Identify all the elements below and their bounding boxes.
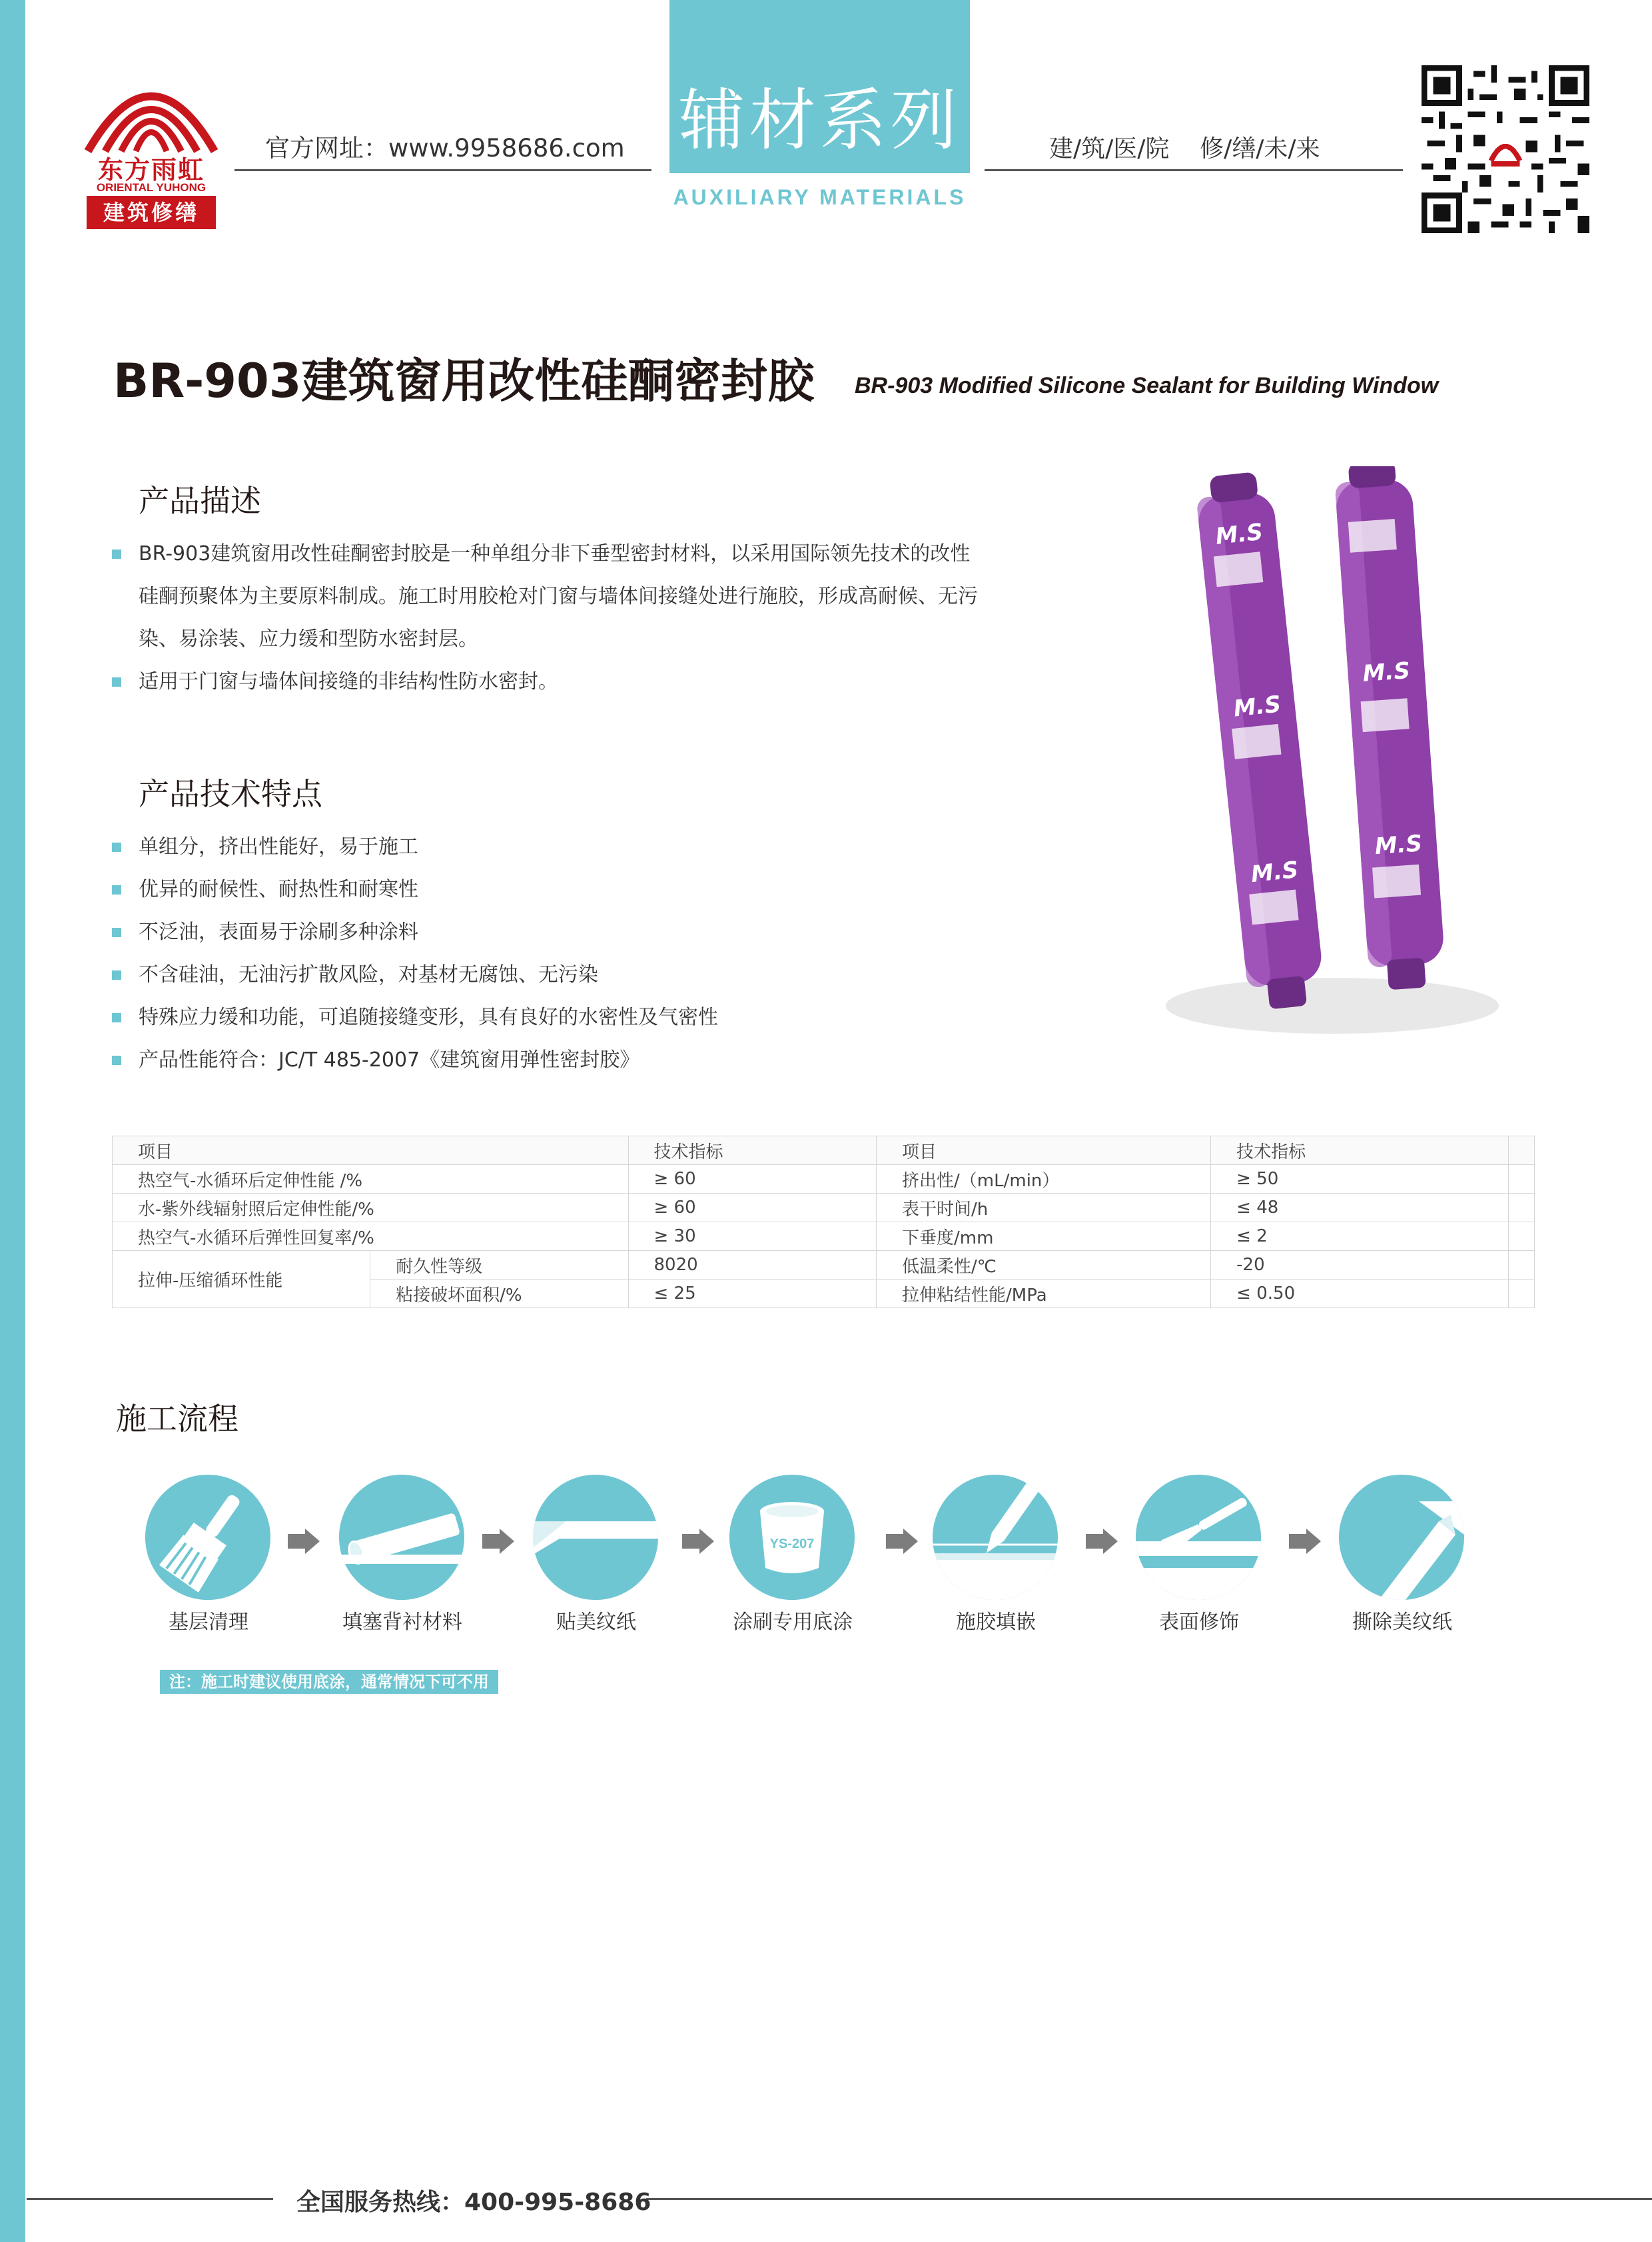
arrow-right-icon xyxy=(1086,1529,1118,1554)
description-text: 适用于门窗与墙体间接缝的非结构性防水密封。 xyxy=(139,670,558,693)
svg-text:M.S: M.S xyxy=(1232,691,1282,723)
brand-logo xyxy=(80,61,222,233)
process-step xyxy=(339,1475,466,1634)
process-step xyxy=(533,1475,659,1634)
step-label: 施胶填嵌 xyxy=(956,1611,1036,1634)
spatula-icon xyxy=(1136,1475,1261,1600)
table-cell: 低温柔性/℃ xyxy=(877,1251,1211,1280)
peel-tape-icon xyxy=(1339,1475,1464,1600)
table-cell: 表干时间/h xyxy=(877,1194,1211,1222)
svg-text:M.S: M.S xyxy=(1214,518,1264,550)
product-title-cn: BR-903建筑窗用改性硅酮密封胶 xyxy=(113,354,815,408)
step-label: 基层清理 xyxy=(169,1611,248,1634)
svg-text:M.S: M.S xyxy=(1374,830,1424,861)
step-circle xyxy=(729,1475,855,1600)
product-title-en: BR-903 Modified Silicone Sealant for Building Window xyxy=(855,373,1439,398)
table-cell: ≥ 60 xyxy=(628,1194,877,1222)
header-divider-right xyxy=(985,169,1403,171)
bullet-square-icon xyxy=(112,1013,121,1022)
bullet-square-icon xyxy=(112,550,121,559)
table-cell: 水-紫外线辐射照后定伸性能/% xyxy=(113,1194,629,1222)
bullet-square-icon xyxy=(112,843,121,852)
footer-divider-right xyxy=(646,2198,1652,2200)
step-circle xyxy=(1339,1475,1464,1600)
table-row xyxy=(113,1222,1535,1251)
bullet-square-icon xyxy=(112,885,121,895)
list-item xyxy=(112,954,978,996)
step-circle xyxy=(1136,1475,1261,1600)
table-cell: 8020 xyxy=(628,1251,877,1280)
caulking-icon xyxy=(933,1475,1058,1600)
table-group-cell: 拉伸-压缩循环性能 xyxy=(113,1251,370,1308)
process-step xyxy=(1136,1475,1262,1634)
description-list xyxy=(112,533,978,703)
feature-text: 特殊应力缓和功能，可追随接缝变形，具有良好的水密性及气密性 xyxy=(139,1006,718,1029)
feature-text: 不泛油，表面易于涂刷多种涂料 xyxy=(139,921,418,944)
list-item xyxy=(112,661,978,703)
table-cell: ≤ 25 xyxy=(628,1280,877,1308)
feature-text: 产品性能符合：JC/T 485-2007《建筑窗用弹性密封胶》 xyxy=(139,1048,640,1072)
bullet-square-icon xyxy=(112,677,121,687)
step-circle xyxy=(145,1475,270,1600)
description-text: BR-903建筑窗用改性硅酮密封胶是一种单组分非下垂型密封材料，以采用国际领先技术的改性硅酮预聚体为主要原料制成。施工时用胶枪对门窗与墙体间接缝处进行施胶，形成高耐候、无污染、易涂装、应力缓和型防水密封层。 xyxy=(139,542,978,651)
arrow-right-icon xyxy=(1289,1529,1321,1554)
table-header-cell: 技术指标 xyxy=(1211,1136,1509,1165)
table-edge-cell xyxy=(1508,1165,1534,1194)
list-item xyxy=(112,533,978,661)
step-label: 涂刷专用底涂 xyxy=(733,1611,853,1634)
backer-rod-icon xyxy=(339,1475,464,1600)
process-heading: 施工流程 xyxy=(116,1401,238,1437)
qr-code-icon xyxy=(1422,65,1589,233)
rainbow-logo-icon xyxy=(80,61,222,155)
table-cell: 热空气-水循环后弹性回复率/% xyxy=(113,1222,629,1251)
features-heading: 产品技术特点 xyxy=(139,776,322,812)
table-row xyxy=(113,1194,1535,1222)
brand-name-cn: 东方雨虹 xyxy=(97,155,205,185)
list-item xyxy=(112,1039,978,1082)
step-label: 撕除美纹纸 xyxy=(1352,1611,1452,1634)
table-header-cell: 技术指标 xyxy=(628,1136,877,1165)
series-subtitle: AUXILIARY MATERIALS xyxy=(673,185,967,209)
step-circle xyxy=(533,1475,658,1600)
table-edge-cell xyxy=(1508,1194,1534,1222)
list-item xyxy=(112,996,978,1039)
spec-table xyxy=(112,1136,1535,1308)
feature-text: 单组分，挤出性能好，易于施工 xyxy=(139,835,418,859)
table-cell: ≥ 60 xyxy=(628,1165,877,1194)
table-cell: 粘接破坏面积/% xyxy=(370,1280,628,1308)
process-step xyxy=(933,1475,1059,1634)
sealant-tubes-image xyxy=(1159,466,1505,1046)
construction-note: 注：施工时建议使用底涂，通常情况下可不用 xyxy=(160,1670,498,1694)
table-row xyxy=(113,1251,1535,1280)
table-cell: 挤出性/（mL/min） xyxy=(877,1165,1211,1194)
arrow-right-icon xyxy=(682,1529,714,1554)
table-edge-cell xyxy=(1508,1251,1534,1280)
masking-tape-icon xyxy=(533,1475,658,1600)
arrow-right-icon xyxy=(886,1529,918,1554)
table-cell: ≥ 50 xyxy=(1211,1165,1509,1194)
table-cell: ≤ 0.50 xyxy=(1211,1280,1509,1308)
bullet-square-icon xyxy=(112,928,121,937)
table-edge-cell xyxy=(1508,1136,1534,1165)
table-edge-cell xyxy=(1508,1222,1534,1251)
bucket-label: YS-207 xyxy=(769,1537,815,1551)
svg-text:M.S: M.S xyxy=(1362,657,1412,687)
table-cell: 耐久性等级 xyxy=(370,1251,628,1280)
table-edge-cell xyxy=(1508,1280,1534,1308)
arrow-right-icon xyxy=(482,1529,514,1554)
service-hotline: 全国服务热线：400-995-8686 xyxy=(296,2189,651,2216)
list-item xyxy=(112,911,978,954)
header-divider-left xyxy=(234,169,651,171)
table-cell: ≥ 30 xyxy=(628,1222,877,1251)
step-label: 贴美纹纸 xyxy=(556,1611,636,1634)
bullet-square-icon xyxy=(112,970,121,980)
description-heading: 产品描述 xyxy=(139,483,261,519)
step-circle xyxy=(339,1475,464,1600)
footer-divider-left xyxy=(27,2198,273,2200)
list-item xyxy=(112,826,978,869)
features-list xyxy=(112,826,978,1082)
bullet-square-icon xyxy=(112,1056,121,1065)
table-header-cell: 项目 xyxy=(877,1136,1211,1165)
process-step xyxy=(145,1475,272,1634)
series-title: 辅材系列 xyxy=(678,81,961,159)
table-cell: ≤ 2 xyxy=(1211,1222,1509,1251)
table-cell: 下垂度/mm xyxy=(877,1222,1211,1251)
table-cell: -20 xyxy=(1211,1251,1509,1280)
step-label: 表面修饰 xyxy=(1159,1611,1239,1634)
svg-text:M.S: M.S xyxy=(1250,856,1300,889)
table-header-cell: 项目 xyxy=(113,1136,629,1165)
process-step xyxy=(729,1475,856,1634)
process-step xyxy=(1339,1475,1465,1634)
left-accent-bar xyxy=(0,0,25,2242)
slogan-text: 建/筑/医/院 修/缮/未/来 xyxy=(1049,135,1320,163)
primer-bucket-icon xyxy=(729,1475,855,1600)
table-row xyxy=(113,1165,1535,1194)
list-item xyxy=(112,869,978,911)
step-circle xyxy=(933,1475,1058,1600)
brush-icon xyxy=(145,1475,270,1600)
table-header-row xyxy=(113,1136,1535,1165)
arrow-right-icon xyxy=(288,1529,320,1554)
table-cell: ≤ 48 xyxy=(1211,1194,1509,1222)
table-cell: 热空气-水循环后定伸性能 /% xyxy=(113,1165,629,1194)
feature-text: 不含硅油，无油污扩散风险，对基材无腐蚀、无污染 xyxy=(139,963,598,986)
table-cell: 拉伸粘结性能/MPa xyxy=(877,1280,1211,1308)
feature-text: 优异的耐候性、耐热性和耐寒性 xyxy=(139,878,418,901)
step-label: 填塞背衬材料 xyxy=(342,1611,462,1634)
website-text: 官方网址：www.9958686.com xyxy=(265,134,625,163)
brand-tagline: 建筑修缮 xyxy=(87,196,216,229)
brand-name-en: ORIENTAL YUHONG xyxy=(96,181,206,194)
